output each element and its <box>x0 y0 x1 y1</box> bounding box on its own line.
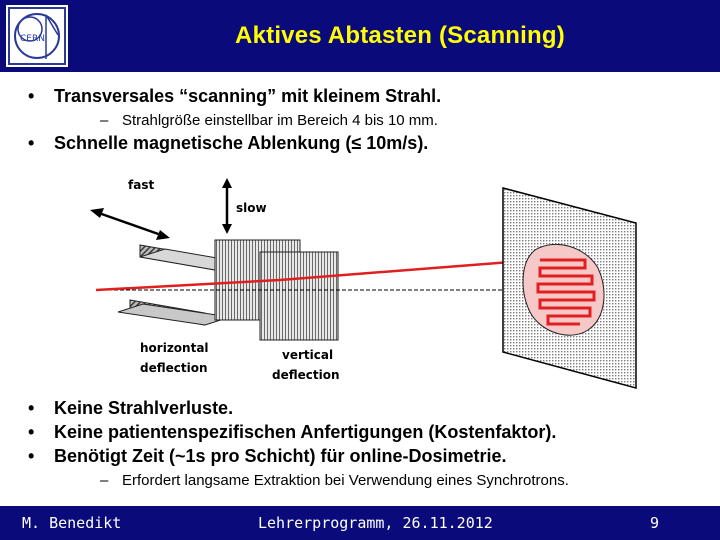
bullet-deflection <box>28 133 428 154</box>
bullet-text: Keine patientenspezifischen Anfertigungen (Kostenfaktor). <box>54 422 557 442</box>
bullet-text: Schnelle magnetische Ablenkung (≤ 10m/s). <box>54 133 429 153</box>
label-horizontal-deflection: horizontal deflection <box>140 341 209 375</box>
sub-bullet-dash: – <box>100 472 109 489</box>
label-vertical-deflection: vertical deflection <box>272 348 340 382</box>
sub-bullet-text: Erfordert langsame Extraktion bei Verwendung eines Synchrotrons. <box>122 472 569 489</box>
bullet-text: Transversales “scanning” mit kleinem Strahl. <box>54 86 442 106</box>
bullet-no-beam-loss <box>28 398 233 419</box>
bullet-dot: • <box>28 133 35 153</box>
bullet-text: Keine Strahlverluste. <box>54 398 234 418</box>
sub-bullet-extraction <box>100 472 569 489</box>
label-fast: fast <box>128 178 155 192</box>
sub-bullet-dash: – <box>100 112 109 129</box>
bullet-dot: • <box>28 398 35 418</box>
slow-arrow <box>222 178 232 234</box>
scanning-diagram <box>0 170 720 390</box>
slide-title: Aktives Abtasten (Scanning) <box>235 22 565 49</box>
bullet-dot: • <box>28 446 35 466</box>
sub-bullet-text: Strahlgröße einstellbar im Bereich 4 bis 10 mm. <box>122 112 438 129</box>
svg-text:CERN: CERN <box>20 34 45 44</box>
footer-page-number: 9 <box>650 514 660 532</box>
label-slow: slow <box>236 201 267 215</box>
sub-bullet-beam-size <box>100 112 438 129</box>
bullet-scanning <box>28 86 441 107</box>
header-bar <box>0 0 720 72</box>
target-screen <box>503 188 636 388</box>
bullet-text: Benötigt Zeit (~1s pro Schicht) für online-Dosimetrie. <box>54 446 507 466</box>
cern-logo <box>6 5 68 67</box>
bullet-dot: • <box>28 86 35 106</box>
bullet-no-patient-specific <box>28 422 556 443</box>
footer-author: M. Benedikt <box>22 514 122 532</box>
bullet-time-dosimetry <box>28 446 507 467</box>
footer-bar <box>0 506 720 540</box>
bullet-dot: • <box>28 422 35 442</box>
fast-arrow <box>90 208 170 240</box>
footer-event: Lehrerprogramm, 26.11.2012 <box>258 514 493 532</box>
